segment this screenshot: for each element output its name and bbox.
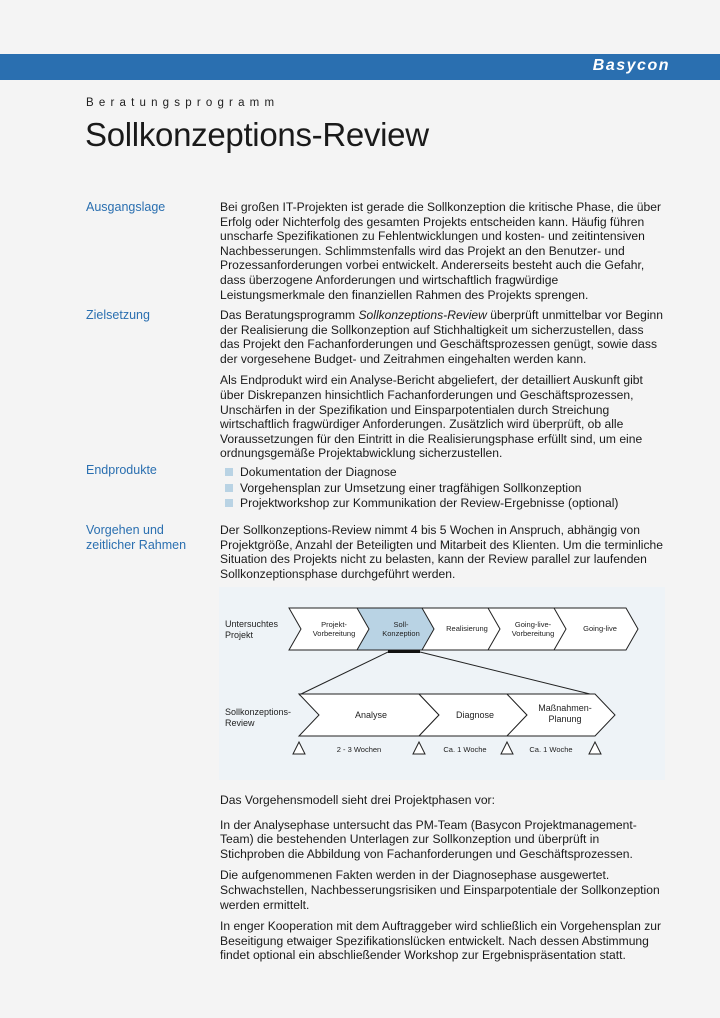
label-line: Vorgehen und	[86, 523, 164, 537]
review-label-line2: Planung	[548, 714, 582, 724]
closing-text	[220, 793, 665, 970]
deliverables-list	[220, 465, 665, 512]
row1-label-line2: Projekt	[225, 630, 254, 640]
section-label-endprodukte: Endprodukte	[86, 463, 157, 477]
process-diagram-svg	[219, 587, 665, 780]
zoom-line-right	[420, 652, 594, 695]
label-line: zeitlicher Rahmen	[86, 537, 187, 552]
bullet-square-icon	[225, 499, 233, 507]
list-item	[220, 496, 665, 512]
paragraph: In der Analysephase untersucht das PM-Team (Basycon Projektmanagement-Team) die bestehenden Unterlagen zur Sollkonzeption und überprüft in Stichproben die Abbildung von Fachanforderungen und Geschäftsprozessen.	[220, 817, 637, 861]
paragraph: Das Vorgehensmodell sieht drei Projektphasen vor:	[220, 793, 495, 807]
list-item	[220, 465, 665, 481]
paragraph	[220, 308, 665, 366]
list-item	[220, 481, 665, 497]
paragraph: Die aufgenommenen Fakten werden in der Diagnosephase ausgewertet. Schwachstellen, Nachbesserungsrisiken und Einsparpotentiale der Sollkonzeption werden ermittelt.	[220, 868, 660, 912]
milestone-triangle-icon	[589, 742, 601, 754]
paragraph: Bei großen IT-Projekten ist gerade die Sollkonzeption die kritische Phase, die über Erfolg oder Nichterfolg des gesamten Projekts entscheiden kann. Häufig führen unscharfe Spezifikationen zu Fehlentwicklungen und kosten- und zeitintensiven Nachbesserungen. Schlimmstenfalls wird das Projekt an den Benutzer- und Prozessanforderungen vorbei entwickelt. Andererseits besteht auch die Gefahr, dass überzogene Anforderungen und wirtschaftlich fragwürdige Leistungsmerkmale den finanziellen Rahmen des Projekts sprengen.	[220, 200, 661, 302]
project-phase	[289, 608, 372, 650]
bullet-square-icon	[225, 468, 233, 476]
review-label-line1: Diagnose	[455, 710, 495, 720]
duration-label: Ca. 1 Woche	[529, 745, 573, 754]
duration-label: 2 - 3 Wochen	[336, 745, 382, 754]
text-run: Das Beratungsprogramm	[220, 308, 359, 322]
phase-label-line2: Vorbereitung	[312, 629, 356, 638]
zoom-line-left	[299, 652, 388, 695]
paragraph: Der Sollkonzeptions-Review nimmt 4 bis 5 Wochen in Anspruch, abhängig von Projektgröße, Anzahl der Beteiligten und Mitarbeit des Klienten. Um die terminliche Situation des Projekts nicht zu belasten, kann der Review parallel zur laufenden Sollkonzeptionsphase durchgeführt werden.	[220, 523, 663, 581]
list-item-text: Projektworkshop zur Kommunikation der Review-Ergebnisse (optional)	[240, 496, 619, 510]
page-title: Sollkonzeptions-Review	[85, 116, 429, 153]
phase-label-line1: Projekt-	[321, 620, 347, 629]
review-label-line1: Maßnahmen-	[538, 703, 592, 713]
section-label-ausgangslage: Ausgangslage	[86, 200, 166, 214]
review-phase	[299, 694, 439, 736]
section-text-ausgangslage	[220, 200, 665, 309]
brand-logo: Basycon	[592, 57, 670, 74]
phase-label-line2: Vorbereitung	[511, 629, 555, 638]
row1-label-line1: Untersuchtes	[225, 619, 279, 629]
project-phase	[554, 608, 638, 650]
process-diagram	[219, 587, 665, 780]
milestone-triangle-icon	[293, 742, 305, 754]
duration-label: Ca. 1 Woche	[443, 745, 487, 754]
milestone-triangle-icon	[413, 742, 425, 754]
bullet-square-icon	[225, 484, 233, 492]
phase-label-line1: Soll-	[393, 620, 409, 629]
section-text-vorgehen	[220, 523, 665, 588]
program-name: Sollkonzeptions-Review	[358, 308, 487, 322]
section-text-endprodukte	[220, 465, 665, 512]
milestone-triangle-icon	[501, 742, 513, 754]
highlight-marker	[388, 650, 420, 653]
review-label-line1: Analyse	[354, 710, 388, 720]
section-label-vorgehen	[86, 523, 186, 552]
section-text-zielsetzung	[220, 308, 665, 468]
list-item-text: Vorgehensplan zur Umsetzung einer tragfähigen Sollkonzeption	[240, 480, 582, 495]
list-item-text: Dokumentation der Diagnose	[240, 465, 397, 479]
phase-label-line1: Going-live	[583, 624, 617, 633]
section-label-zielsetzung: Zielsetzung	[86, 308, 150, 322]
paragraph: Als Endprodukt wird ein Analyse-Bericht abgeliefert, der detailliert Auskunft gibt über Diskrepanzen hinsichtlich Fachanforderungen und Geschäftsprozessen, Unschärfen in der Spezifikation und Einsparpotentialen durch Streichung wirtschaftlich fragwürdiger Anforderungen. Zusätzlich wird überprüft, ob alle Voraussetzungen für den Eintritt in die Realisierungsphase erfüllt sind, um eine ordnungsgemäße Projektabwicklung sicherzustellen.	[220, 373, 643, 461]
kicker: Beratungsprogramm	[86, 97, 280, 109]
row2-label-line2: Review	[225, 718, 255, 728]
phase-label-line1: Realisierung	[446, 624, 488, 633]
phase-label-line2: Konzeption	[382, 629, 420, 638]
header-bar	[0, 54, 720, 80]
text-run: überprüft unmittelbar vor Beginn der Realisierung die Sollkonzeption auf Stichhaltigkeit um sicherzustellen, dass das Projekt den Fachanforderungen und Geschäftsprozessen genügt, sowie dass der vorgesehene Budget- und Zeitrahmen eingehalten werden kann.	[220, 308, 663, 366]
row2-label-line1: Sollkonzeptions-	[225, 707, 292, 717]
phase-label-line1: Going-live-	[514, 620, 552, 629]
paragraph: In enger Kooperation mit dem Auftraggeber wird schließlich ein Vorgehensplan zur Beseitigung etwaiger Spezifikationslücken entwickelt. Nach dessen Abstimmung findet optional ein abschließender Workshop zur Ergebnispräsentation statt.	[220, 919, 662, 963]
